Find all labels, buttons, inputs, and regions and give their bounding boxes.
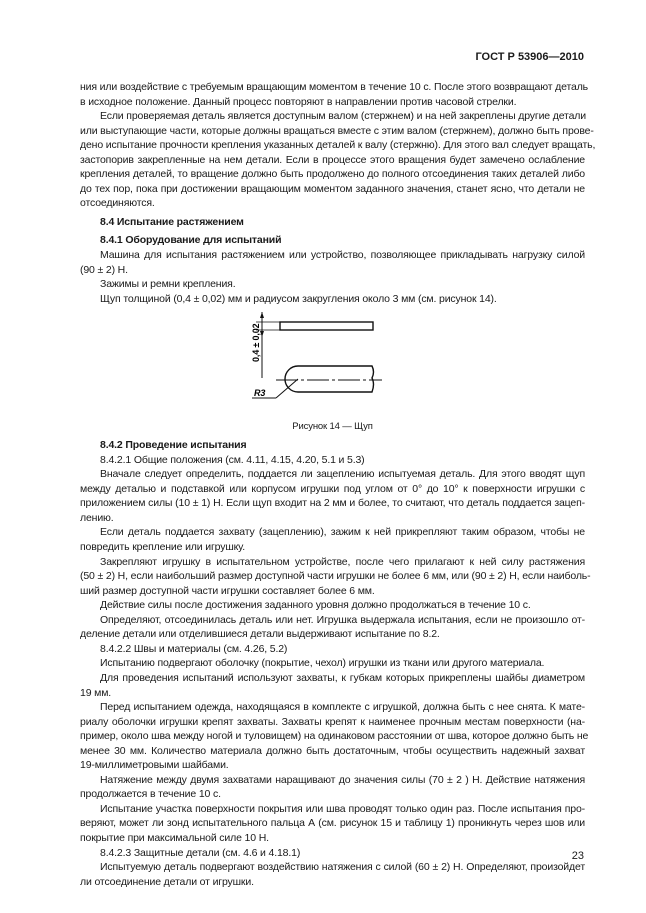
paragraph — [80, 700, 589, 773]
text-line: лению. — [80, 511, 114, 524]
text-line: Машина для испытания растяжением или устройство, позволяющее прикладывать нагрузку силой — [100, 249, 585, 262]
paragraph — [80, 292, 585, 307]
text-line: продолжается в течение 10 с. — [80, 788, 221, 801]
text-line: ли отсоединение детали от игрушки. — [80, 875, 254, 888]
probe-top-view — [285, 366, 374, 392]
text-line: 19-миллиметровыми шайбами. — [80, 759, 229, 772]
text-line: деление детали или отделившиеся детали выдерживают испытание по 8.2. — [80, 628, 440, 641]
text-line: Перед испытанием одежда, находящаяся в комплекте с игрушкой, должна быть с нее снята. К мате- — [100, 701, 585, 714]
text-line: Вначале следует определить, поддается ли зацеплению испытуемая деталь. Для этого вводят щуп — [100, 468, 585, 481]
paragraph — [80, 109, 596, 211]
paragraph — [80, 555, 591, 599]
text-line: пример, около шва между ногой и туловищем) на одинаковом расстоянии от шва, которое должно быть не — [80, 730, 589, 743]
text-line: дено испытание прочности крепления указанных деталей к валу (стержню). Для этого вал следует вращать, — [80, 139, 596, 152]
text-line: в исходное положение. Данный процесс повторяют в направлении против часовой стрелки. — [80, 95, 517, 108]
text-line: 8.4.2.2 Швы и материалы (см. 4.26, 5.2) — [100, 642, 288, 655]
text-line: ший размер доступной части игрушки составляет более 6 мм. — [80, 584, 375, 597]
paragraph — [80, 671, 585, 700]
page-number: 23 — [571, 850, 584, 862]
text-line: Зажимы и ремни крепления. — [100, 278, 236, 291]
text-line: 19 мм. — [80, 686, 112, 699]
figure-14-probe — [80, 310, 585, 420]
section-heading: 8.4.2 Проведение испытания — [100, 439, 247, 452]
text-line: до тех пор, пока при достижении вращающим моментом заданного значения, станет ясно, что детали не — [80, 182, 585, 195]
paragraph — [80, 525, 585, 554]
text-line: Если проверяемая деталь является доступным валом (стержнем) и на ней закреплены другие детали — [100, 110, 586, 123]
text-line: Испытуемую деталь подвергают воздействию натяжения с силой (60 ± 2) Н. Определяют, произойдет — [100, 861, 585, 874]
text-line: 8.4.2.1 Общие положения (см. 4.11, 4.15, 4.20, 5.1 и 5.3) — [100, 453, 365, 466]
document-header-id: ГОСТ Р 53906—2010 — [475, 51, 584, 63]
text-line: Натяжение между двумя захватами наращивают до значения силы (70 ± 2 ) Н. Действие натяжения — [100, 773, 585, 786]
text-line: крепления деталей, то вращение должно быть продолжено до полного отсоединения таких деталей либо — [80, 168, 585, 181]
paragraph — [80, 248, 585, 277]
paragraph — [80, 656, 585, 671]
text-line: Определяют, отсоединилась деталь или нет. Игрушка выдержала испытания, если не произошло от- — [100, 613, 585, 626]
paragraph — [80, 277, 585, 292]
text-line: Щуп толщиной (0,4 ± 0,02) мм и радиусом закругления около 3 мм (см. рисунок 14). — [100, 292, 497, 305]
paragraph — [80, 642, 585, 657]
paragraph — [80, 802, 585, 846]
text-line: Испытанию подвергают оболочку (покрытие, чехол) игрушки из ткани или другого материала. — [100, 657, 545, 670]
text-line: ния или воздействие с требуемым вращающим моментом в течение 10 с. После этого возвращают деталь — [80, 81, 588, 93]
text-line: 8.4.2.3 Защитные детали (см. 4.6 и 4.18.1) — [100, 846, 301, 859]
paragraph — [80, 467, 585, 525]
radius-leader — [276, 379, 298, 398]
paragraph — [80, 773, 585, 802]
text-line: менее 30 мм. Количество материала должно быть достаточным, чтобы осуществить надежный захват — [80, 744, 585, 757]
radius-label: R3 — [254, 388, 266, 399]
paragraph — [80, 613, 585, 642]
text-line: отсоединяются. — [80, 197, 155, 210]
text-line: Если деталь поддается захвату (зацеплению), зажим к ней прикрепляют таким образом, чтобы не — [100, 526, 585, 539]
arrow-icon — [260, 312, 264, 318]
text-line: или выступающие части, которые должны вращаться вместе с этим валом (стержнем), должно быть прове- — [80, 124, 594, 137]
paragraph — [80, 80, 588, 109]
text-line: (90 ± 2) Н. — [80, 263, 128, 276]
figure-caption: Рисунок 14 — Щуп — [292, 421, 373, 433]
probe-drawing — [240, 310, 390, 415]
text-line: (50 ± 2) Н, если наибольший размер доступной части игрушки не более 6 мм, или (90 ± 2) Н, если наиболь- — [80, 570, 591, 583]
document-body — [80, 80, 596, 889]
text-line: Действие силы после достижения заданного уровня должно продолжаться в течение 10 с. — [100, 599, 531, 612]
section-heading: 8.4.1 Оборудование для испытаний — [100, 234, 282, 247]
text-line: Для проведения испытаний используют захваты, к губкам которых прикреплены шайбы диаметром — [100, 671, 585, 684]
paragraph — [80, 453, 585, 468]
text-line: повредить крепление или игрушку. — [80, 541, 245, 554]
section-heading: 8.4 Испытание растяжением — [100, 215, 244, 228]
text-line: застопорив закрепленные на нем детали. Если в процессе этого вращения будет замечено ослабление — [80, 153, 585, 166]
text-line: веряют, может ли зонд испытательного пальца А (см. рисунок 15 и таблицу 1) проникнуть через шов или — [80, 817, 585, 830]
text-line: Закрепляют игрушку в испытательном устройстве, после чего прилагают к ней силу растяжения — [100, 555, 585, 568]
text-line: между деталью и подставкой или корпусом игрушки под углом от 0° до 10° к поверхности игрушки с — [80, 482, 585, 495]
paragraph — [80, 598, 585, 613]
text-line: риалу оболочки игрушки крепят захваты. Захваты крепят к наименее прочным местам поверхности (на- — [80, 715, 585, 728]
text-line: Испытание участка поверхности покрытия или шва проводят только один раз. После испытания про- — [100, 802, 585, 815]
text-line: приложением силы (10 ± 1) Н. Если щуп входит на 2 мм и более, то считают, что деталь поддается зацеп- — [80, 497, 585, 510]
text-line: покрытие при максимальной силе 10 Н. — [80, 831, 269, 844]
dimension-label: 0,4 ± 0,02 — [251, 323, 261, 363]
probe-side-view — [280, 322, 373, 330]
paragraph — [80, 860, 585, 889]
paragraph — [80, 846, 585, 861]
